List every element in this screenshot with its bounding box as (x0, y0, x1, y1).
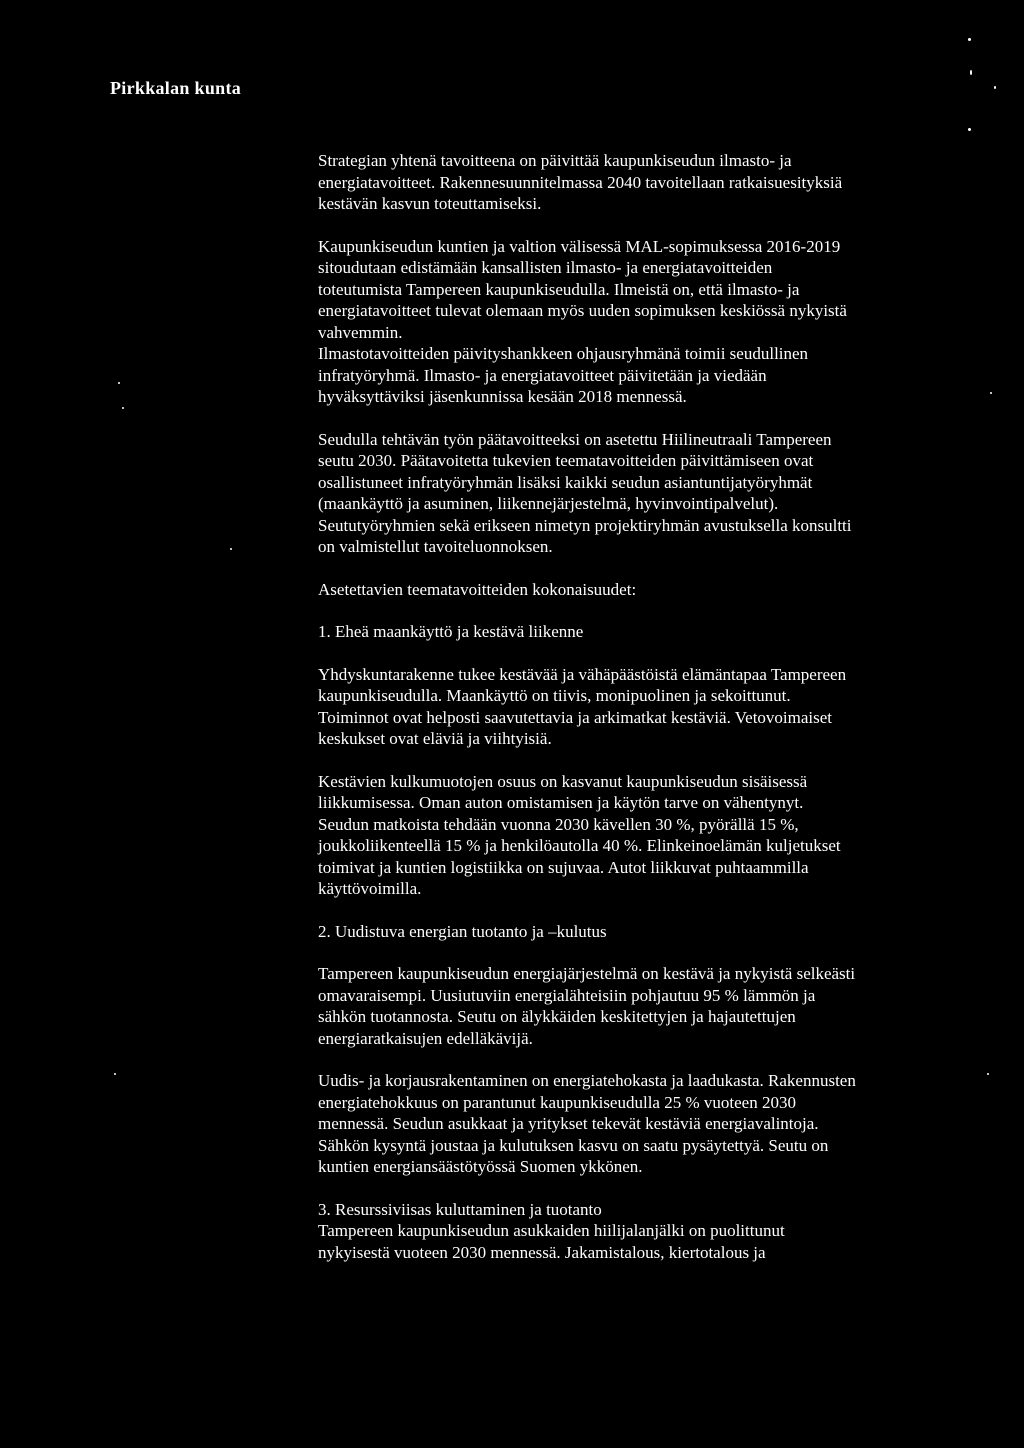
paragraph-strategy: Strategian yhtenä tavoitteena on päivittää kaupunkiseudun ilmasto- ja energiatavoitteet. Rakennesuunnitelmassa 2040 tavoitellaan ratkaisuesityksiä kestävän kasvun toteuttamiseksi. (318, 151, 843, 213)
scan-speck (970, 70, 972, 75)
paragraph-steering-group: Ilmastotavoitteiden päivityshankkeen ohjausryhmänä toimii seudullinen infratyöryhmä. Ilmasto- ja energiatavoitteet päivitetään ja viedään hyväksyttäviksi jäsenkunnissa kesään 2018 mennessä. (318, 344, 809, 406)
scan-speck (994, 86, 996, 89)
theme-1-paragraph-2: Kestävien kulkumuotojen osuus on kasvanut kaupunkiseudun sisäisessä liikkumisessa. Oman auton omistamisen ja käytön tarve on vähentynyt. Seudun matkoista tehdään vuonna 2030 kävellen 30 %, pyörällä 15 %, joukkoliikenteellä 15 % ja henkilöautolla 40 %. Elinkeinoelämän kuljetukset toimivat ja kuntien logistiikka on sujuvaa. Autot liikkuvat puhtaammilla käyttövoimilla. (318, 771, 841, 898)
theme-heading-2: 2. Uudistuva energian tuotanto ja –kulutus (318, 921, 607, 941)
scan-speck (968, 128, 971, 131)
theme-heading-1: 1. Eheä maankäyttö ja kestävä liikenne (318, 622, 584, 641)
theme-2-paragraph-2: Uudis- ja korjausrakentaminen on energiatehokasta ja laadukasta. Rakennusten energiatehokkuus on parantunut kaupunkiseudulla 25 % vuoteen 2030 mennessä. Seudun asukkaat ja yritykset tekevät kestäviä energiavalintoja. Sähkön kysyntä joustaa ja kulutuksen kasvu on saatu pysäytettyä. Seutu on kuntien energiansäästötyössä Suomen ykkönen. (318, 1071, 856, 1176)
theme-1-paragraph-1: Yhdyskuntarakenne tukee kestävää ja vähäpäästöistä elämäntapaa Tampereen kaupunkiseudulla. Maankäyttö on tiivis, monipuolinen ja sekoittunut. Toiminnot ovat helposti saavutettavia ja arkimatkat kestäviä. Vetovoimaiset keskukset ovat eläviä ja viihtyisiä. (318, 664, 847, 748)
theme-3-paragraph-1: Tampereen kaupunkiseudun asukkaiden hiilijalanjälki on puolittunut nykyisestä vuoteen 2030 mennessä. Jakamistalous, kiertotalous ja (318, 1221, 785, 1262)
paragraph-mal-agreement: Kaupunkiseudun kuntien ja valtion välisessä MAL-sopimuksessa 2016-2019 sitoudutaan edistämään kansallisten ilmasto- ja energiatavoitteiden toteutumista Tampereen kaupunkiseudulla. Ilmeistä on, että ilmasto- ja energiatavoitteet tulevat olemaan myös uuden sopimuksen keskiössä nykyistä vahvemmin. (318, 236, 847, 342)
scan-speck (118, 382, 120, 384)
scan-speck (114, 1073, 116, 1075)
scan-speck (122, 407, 124, 409)
scan-speck (990, 392, 992, 394)
scan-speck (230, 548, 232, 550)
paragraph-themes-intro: Asetettavien teematavoitteiden kokonaisuudet: (318, 579, 637, 599)
theme-heading-3: 3. Resurssiviisas kuluttaminen ja tuotanto (318, 1199, 602, 1219)
scan-speck (968, 38, 971, 41)
theme-2-paragraph-1: Tampereen kaupunkiseudun energiajärjestelmä on kestävä ja nykyistä selkeästi omavaraisempi. Uusiutuviin energialähteisiin pohjautuu 95 % lämmön ja sähkön tuotannosta. Seutu on älykkäiden keskitettyjen ja hajautettujen energiaratkaisujen edelläkävijä. (318, 964, 856, 1048)
page-header-municipality: Pirkkalan kunta (110, 78, 242, 98)
document-body (318, 150, 958, 1263)
scan-speck (987, 1073, 989, 1075)
paragraph-main-goal: Seudulla tehtävän työn päätavoitteeksi on asetettu Hiilineutraali Tampereen seutu 2030. Päätavoitetta tukevien teematavoitteiden päivittämiseen ovat osallistuneet infratyöryhmän lisäksi kaikki seudun asiantuntijatyöryhmät (maankäyttö ja asuminen, liikennejärjestelmä, hyvinvointipalvelut). Seututyöryhmien sekä erikseen nimetyn projektiryhmän avustuksella konsultti on valmistellut tavoiteluonnoksen. (318, 429, 852, 556)
